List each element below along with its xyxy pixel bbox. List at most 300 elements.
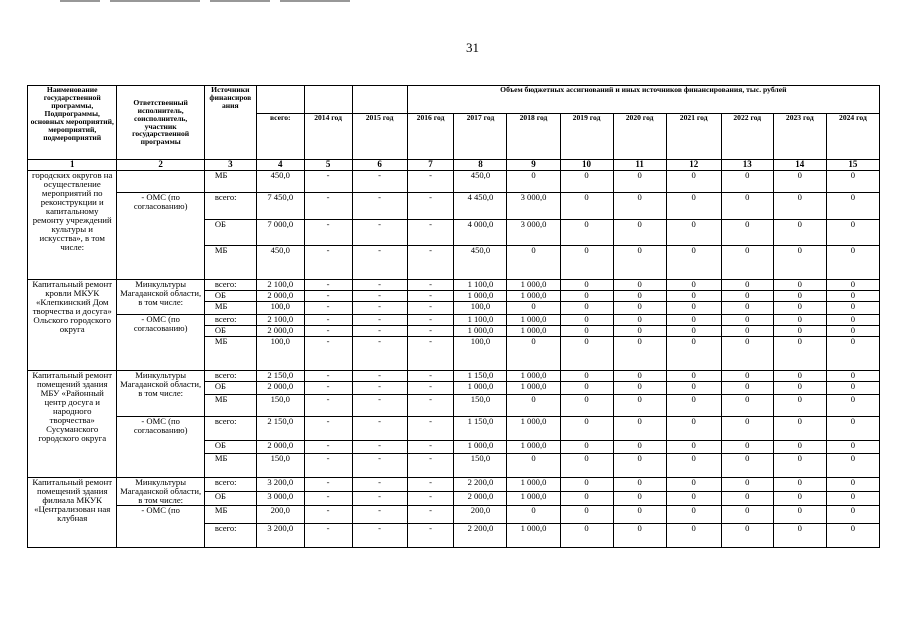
amount-cell: 1 000,0 <box>507 291 560 302</box>
amount-cell: 0 <box>613 291 666 302</box>
amount-cell: 0 <box>560 337 613 371</box>
funding-source: ОБ <box>204 326 256 337</box>
amount-cell: 0 <box>560 291 613 302</box>
funding-source: МБ <box>204 246 256 280</box>
funding-source: всего: <box>204 193 256 220</box>
funding-source: ОБ <box>204 441 256 454</box>
amount-cell: - <box>304 382 352 395</box>
amount-cell: 0 <box>773 315 826 326</box>
amount-cell: - <box>407 302 454 315</box>
amount-cell: 0 <box>666 395 721 417</box>
amount-cell: 0 <box>773 291 826 302</box>
responsible-cell: - ОМС (по согласованию) <box>117 315 204 371</box>
funding-source: всего: <box>204 478 256 492</box>
column-number: 5 <box>304 160 352 171</box>
amount-cell: 0 <box>560 280 613 291</box>
amount-cell: 0 <box>666 337 721 371</box>
amount-cell: 0 <box>826 291 879 302</box>
scan-artifact <box>60 0 360 3</box>
amount-cell: 0 <box>773 246 826 280</box>
amount-cell: 1 000,0 <box>507 492 560 506</box>
amount-cell: 0 <box>613 454 666 478</box>
header-year: 2019 год <box>560 114 613 160</box>
amount-cell: 1 100,0 <box>454 315 507 326</box>
amount-cell: 0 <box>560 193 613 220</box>
amount-cell: 3 200,0 <box>256 478 304 492</box>
amount-cell: 7 450,0 <box>256 193 304 220</box>
amount-cell: - <box>352 454 407 478</box>
column-number: 14 <box>773 160 826 171</box>
amount-cell: 0 <box>666 506 721 524</box>
amount-cell: - <box>304 371 352 382</box>
amount-cell: 0 <box>613 193 666 220</box>
funding-source: МБ <box>204 171 256 193</box>
amount-cell: 0 <box>721 315 773 326</box>
amount-cell: - <box>352 291 407 302</box>
amount-cell: 0 <box>721 302 773 315</box>
amount-cell: 0 <box>613 417 666 441</box>
funding-source: всего: <box>204 371 256 382</box>
amount-cell: - <box>352 492 407 506</box>
responsible-cell: Минкультуры Магаданской области, в том числе: <box>117 478 204 506</box>
amount-cell: 0 <box>666 492 721 506</box>
amount-cell: 0 <box>560 524 613 548</box>
responsible-cell: - ОМС (по согласованию) <box>117 193 204 280</box>
amount-cell: - <box>304 220 352 246</box>
amount-cell: 0 <box>560 171 613 193</box>
amount-cell: - <box>352 326 407 337</box>
amount-cell: - <box>407 478 454 492</box>
amount-cell: - <box>352 478 407 492</box>
amount-cell: 0 <box>721 492 773 506</box>
header-name: Наименование государственной программы, Подпрограммы, основных мероприятий, мероприятий, подмероприятий <box>28 86 117 160</box>
program-name: городских округов на осуществление мероприятий по реконструкции и капитальному ремонту учреждений культуры и искусства», в том числе: <box>28 171 117 280</box>
amount-cell: 0 <box>721 454 773 478</box>
amount-cell: - <box>304 506 352 524</box>
amount-cell: - <box>407 193 454 220</box>
amount-cell: - <box>352 280 407 291</box>
amount-cell: 2 200,0 <box>454 524 507 548</box>
amount-cell: 0 <box>666 371 721 382</box>
amount-cell: - <box>407 280 454 291</box>
column-number: 2 <box>117 160 204 171</box>
amount-cell: 2 150,0 <box>256 417 304 441</box>
amount-cell: 0 <box>666 315 721 326</box>
amount-cell: 0 <box>721 171 773 193</box>
amount-cell: 1 000,0 <box>454 382 507 395</box>
amount-cell: 0 <box>721 395 773 417</box>
amount-cell: 0 <box>773 506 826 524</box>
amount-cell: 0 <box>721 326 773 337</box>
amount-cell: 0 <box>826 382 879 395</box>
funding-source: всего: <box>204 315 256 326</box>
amount-cell: 0 <box>613 395 666 417</box>
amount-cell: 0 <box>826 492 879 506</box>
amount-cell: 0 <box>560 371 613 382</box>
header-year: 2021 год <box>666 114 721 160</box>
funding-source: ОБ <box>204 382 256 395</box>
amount-cell: - <box>352 171 407 193</box>
amount-cell: 0 <box>613 337 666 371</box>
amount-cell: 0 <box>507 337 560 371</box>
amount-cell: - <box>352 382 407 395</box>
amount-cell: 0 <box>560 454 613 478</box>
amount-cell: 0 <box>773 326 826 337</box>
amount-cell: 0 <box>826 193 879 220</box>
amount-cell: - <box>304 315 352 326</box>
amount-cell: 1 150,0 <box>454 417 507 441</box>
amount-cell: 2 000,0 <box>256 326 304 337</box>
amount-cell: 0 <box>560 478 613 492</box>
header-year: 2020 год <box>613 114 666 160</box>
responsible-cell: - ОМС (по <box>117 506 204 548</box>
column-number: 1 <box>28 160 117 171</box>
amount-cell: 0 <box>773 193 826 220</box>
amount-cell: - <box>304 524 352 548</box>
amount-cell: 0 <box>560 441 613 454</box>
amount-cell: 0 <box>507 506 560 524</box>
program-name: Капитальный ремонт помещений здания МБУ «Районный центр досуга и народного творчества» Сусуманского городского округа <box>28 371 117 478</box>
amount-cell: - <box>352 337 407 371</box>
amount-cell: 3 200,0 <box>256 524 304 548</box>
amount-cell: 0 <box>560 395 613 417</box>
amount-cell: 0 <box>721 478 773 492</box>
column-number: 15 <box>826 160 879 171</box>
amount-cell: 0 <box>826 395 879 417</box>
amount-cell: 0 <box>773 454 826 478</box>
amount-cell: 100,0 <box>454 302 507 315</box>
responsible-cell: Минкультуры Магаданской области, в том числе: <box>117 280 204 315</box>
amount-cell: 0 <box>560 246 613 280</box>
amount-cell: 7 000,0 <box>256 220 304 246</box>
header-year: 2014 год <box>304 114 352 160</box>
amount-cell: - <box>304 171 352 193</box>
amount-cell: 0 <box>773 478 826 492</box>
amount-cell: 0 <box>560 220 613 246</box>
amount-cell: 1 000,0 <box>454 291 507 302</box>
funding-source: всего: <box>204 280 256 291</box>
amount-cell: 0 <box>826 524 879 548</box>
amount-cell: 1 000,0 <box>454 441 507 454</box>
amount-cell: 0 <box>666 193 721 220</box>
amount-cell: - <box>407 371 454 382</box>
amount-cell: 0 <box>773 417 826 441</box>
amount-cell: - <box>304 280 352 291</box>
funding-source: всего: <box>204 524 256 548</box>
amount-cell: 0 <box>666 524 721 548</box>
amount-cell: 0 <box>826 280 879 291</box>
amount-cell: 1 000,0 <box>507 280 560 291</box>
amount-cell: 0 <box>507 302 560 315</box>
amount-cell: 0 <box>666 454 721 478</box>
amount-cell: 200,0 <box>454 506 507 524</box>
amount-cell: - <box>304 454 352 478</box>
amount-cell: 0 <box>507 454 560 478</box>
amount-cell: - <box>304 302 352 315</box>
amount-cell: 0 <box>560 302 613 315</box>
funding-source: МБ <box>204 337 256 371</box>
amount-cell: - <box>407 326 454 337</box>
amount-cell: 100,0 <box>256 337 304 371</box>
amount-cell: 450,0 <box>454 246 507 280</box>
amount-cell: 0 <box>826 315 879 326</box>
amount-cell: 0 <box>826 326 879 337</box>
amount-cell: 0 <box>773 524 826 548</box>
amount-cell: 0 <box>560 506 613 524</box>
amount-cell: 0 <box>721 337 773 371</box>
amount-cell: 0 <box>507 171 560 193</box>
amount-cell: - <box>352 193 407 220</box>
amount-cell: - <box>352 524 407 548</box>
amount-cell: 2 000,0 <box>256 291 304 302</box>
amount-cell: - <box>352 302 407 315</box>
amount-cell: - <box>407 382 454 395</box>
header-year: 2023 год <box>773 114 826 160</box>
amount-cell: - <box>304 291 352 302</box>
header-funding-group: Объем бюджетных ассигнований и иных источников финансирования, тыс. рублей <box>407 86 879 114</box>
funding-source: МБ <box>204 395 256 417</box>
amount-cell: 1 000,0 <box>507 441 560 454</box>
amount-cell: - <box>304 441 352 454</box>
amount-cell: 2 000,0 <box>454 492 507 506</box>
amount-cell: 0 <box>721 371 773 382</box>
amount-cell: - <box>352 441 407 454</box>
amount-cell: 1 000,0 <box>507 315 560 326</box>
column-number: 10 <box>560 160 613 171</box>
amount-cell: 450,0 <box>256 171 304 193</box>
amount-cell: 0 <box>773 337 826 371</box>
amount-cell: 0 <box>826 478 879 492</box>
amount-cell: 0 <box>773 302 826 315</box>
amount-cell: 2 200,0 <box>454 478 507 492</box>
amount-cell: - <box>407 417 454 441</box>
funding-source: МБ <box>204 302 256 315</box>
amount-cell: 0 <box>666 326 721 337</box>
amount-cell: 0 <box>613 371 666 382</box>
amount-cell: 0 <box>560 315 613 326</box>
amount-cell: - <box>352 315 407 326</box>
column-number: 13 <box>721 160 773 171</box>
amount-cell: - <box>407 524 454 548</box>
amount-cell: 0 <box>721 246 773 280</box>
funding-source: ОБ <box>204 291 256 302</box>
column-number: 7 <box>407 160 454 171</box>
amount-cell: 0 <box>721 280 773 291</box>
header-year: 2016 год <box>407 114 454 160</box>
amount-cell: 0 <box>773 441 826 454</box>
amount-cell: - <box>304 417 352 441</box>
amount-cell: 0 <box>721 382 773 395</box>
header-year: 2015 год <box>352 114 407 160</box>
amount-cell: 1 000,0 <box>454 326 507 337</box>
amount-cell: 0 <box>613 171 666 193</box>
amount-cell: 0 <box>560 326 613 337</box>
amount-cell: 0 <box>721 417 773 441</box>
amount-cell: 1 150,0 <box>454 371 507 382</box>
amount-cell: 0 <box>826 171 879 193</box>
amount-cell: 2 150,0 <box>256 371 304 382</box>
column-number: 8 <box>454 160 507 171</box>
column-number: 12 <box>666 160 721 171</box>
amount-cell: 450,0 <box>454 171 507 193</box>
column-number: 4 <box>256 160 304 171</box>
amount-cell: 150,0 <box>256 454 304 478</box>
amount-cell: 200,0 <box>256 506 304 524</box>
amount-cell: 0 <box>773 171 826 193</box>
amount-cell: - <box>352 417 407 441</box>
amount-cell: 1 000,0 <box>507 371 560 382</box>
amount-cell: 0 <box>666 246 721 280</box>
amount-cell: 0 <box>773 280 826 291</box>
amount-cell: 100,0 <box>256 302 304 315</box>
amount-cell: 3 000,0 <box>507 193 560 220</box>
amount-cell: 0 <box>507 246 560 280</box>
amount-cell: 0 <box>721 193 773 220</box>
amount-cell: 0 <box>721 524 773 548</box>
amount-cell: 0 <box>773 382 826 395</box>
amount-cell: 3 000,0 <box>256 492 304 506</box>
amount-cell: - <box>407 441 454 454</box>
amount-cell: 0 <box>666 382 721 395</box>
amount-cell: - <box>407 220 454 246</box>
amount-cell: 0 <box>613 326 666 337</box>
amount-cell: - <box>407 171 454 193</box>
amount-cell: 100,0 <box>454 337 507 371</box>
budget-table <box>27 85 880 548</box>
amount-cell: 0 <box>666 302 721 315</box>
amount-cell: 150,0 <box>454 395 507 417</box>
funding-source: МБ <box>204 506 256 524</box>
amount-cell: 2 000,0 <box>256 441 304 454</box>
amount-cell: - <box>352 506 407 524</box>
amount-cell: 0 <box>721 291 773 302</box>
amount-cell: 0 <box>773 395 826 417</box>
column-number: 9 <box>507 160 560 171</box>
header-blank <box>304 86 352 114</box>
amount-cell: 3 000,0 <box>507 220 560 246</box>
amount-cell: 0 <box>721 441 773 454</box>
amount-cell: 0 <box>826 246 879 280</box>
amount-cell: 0 <box>666 291 721 302</box>
amount-cell: 1 000,0 <box>507 382 560 395</box>
amount-cell: 0 <box>721 220 773 246</box>
amount-cell: 0 <box>560 382 613 395</box>
header-year: 2024 год <box>826 114 879 160</box>
amount-cell: - <box>407 454 454 478</box>
amount-cell: - <box>352 246 407 280</box>
amount-cell: 0 <box>666 417 721 441</box>
amount-cell: 0 <box>826 337 879 371</box>
page-number: 31 <box>466 40 479 55</box>
amount-cell: 1 100,0 <box>454 280 507 291</box>
column-number: 11 <box>613 160 666 171</box>
amount-cell: 0 <box>613 382 666 395</box>
amount-cell: - <box>304 492 352 506</box>
amount-cell: 0 <box>613 441 666 454</box>
amount-cell: 2 000,0 <box>256 382 304 395</box>
amount-cell: 0 <box>826 220 879 246</box>
amount-cell: 0 <box>721 506 773 524</box>
amount-cell: 1 000,0 <box>507 326 560 337</box>
column-number: 6 <box>352 160 407 171</box>
amount-cell: 0 <box>613 246 666 280</box>
column-number: 3 <box>204 160 256 171</box>
program-name: Капитальный ремонт помещений здания филиала МКУК «Централизован ная клубная <box>28 478 117 548</box>
amount-cell: - <box>407 337 454 371</box>
responsible-cell: - ОМС (по согласованию) <box>117 417 204 478</box>
amount-cell: 0 <box>613 315 666 326</box>
header-year: 2022 год <box>721 114 773 160</box>
header-year: 2018 год <box>507 114 560 160</box>
amount-cell: 0 <box>507 395 560 417</box>
amount-cell: - <box>407 492 454 506</box>
amount-cell: 0 <box>560 417 613 441</box>
amount-cell: 2 100,0 <box>256 315 304 326</box>
header-blank <box>352 86 407 114</box>
amount-cell: 0 <box>773 492 826 506</box>
amount-cell: 0 <box>613 280 666 291</box>
funding-source: ОБ <box>204 492 256 506</box>
amount-cell: 0 <box>613 220 666 246</box>
amount-cell: 0 <box>666 280 721 291</box>
funding-source: МБ <box>204 454 256 478</box>
amount-cell: - <box>304 326 352 337</box>
amount-cell: 4 450,0 <box>454 193 507 220</box>
amount-cell: - <box>407 246 454 280</box>
amount-cell: 0 <box>666 171 721 193</box>
amount-cell: - <box>304 193 352 220</box>
amount-cell: - <box>304 246 352 280</box>
amount-cell: 0 <box>773 220 826 246</box>
amount-cell: 0 <box>613 492 666 506</box>
amount-cell: 0 <box>826 302 879 315</box>
amount-cell: - <box>407 291 454 302</box>
funding-source: ОБ <box>204 220 256 246</box>
amount-cell: 150,0 <box>454 454 507 478</box>
amount-cell: 450,0 <box>256 246 304 280</box>
amount-cell: - <box>407 395 454 417</box>
amount-cell: - <box>304 478 352 492</box>
responsible-cell <box>117 171 204 193</box>
header-responsible: Ответственный исполнитель, соисполнитель, участник государственной программы <box>117 86 204 160</box>
amount-cell: - <box>304 395 352 417</box>
amount-cell: 150,0 <box>256 395 304 417</box>
responsible-cell: Минкультуры Магаданской области, в том числе: <box>117 371 204 417</box>
amount-cell: - <box>407 315 454 326</box>
program-name: Капитальный ремонт кровли МКУК «Клепкинский Дом творчества и досуга» Ольского городского округа <box>28 280 117 371</box>
funding-source: всего: <box>204 417 256 441</box>
header-total: всего: <box>256 114 304 160</box>
amount-cell: 0 <box>826 441 879 454</box>
amount-cell: 0 <box>826 417 879 441</box>
amount-cell: 0 <box>826 371 879 382</box>
amount-cell: 0 <box>666 478 721 492</box>
amount-cell: 0 <box>560 492 613 506</box>
amount-cell: 0 <box>666 220 721 246</box>
amount-cell: 0 <box>613 524 666 548</box>
amount-cell: - <box>407 506 454 524</box>
amount-cell: - <box>352 371 407 382</box>
amount-cell: 0 <box>773 371 826 382</box>
header-year: 2017 год <box>454 114 507 160</box>
amount-cell: 1 000,0 <box>507 524 560 548</box>
amount-cell: 0 <box>666 441 721 454</box>
amount-cell: 0 <box>613 302 666 315</box>
amount-cell: - <box>352 395 407 417</box>
amount-cell: 4 000,0 <box>454 220 507 246</box>
amount-cell: 0 <box>826 506 879 524</box>
amount-cell: - <box>352 220 407 246</box>
